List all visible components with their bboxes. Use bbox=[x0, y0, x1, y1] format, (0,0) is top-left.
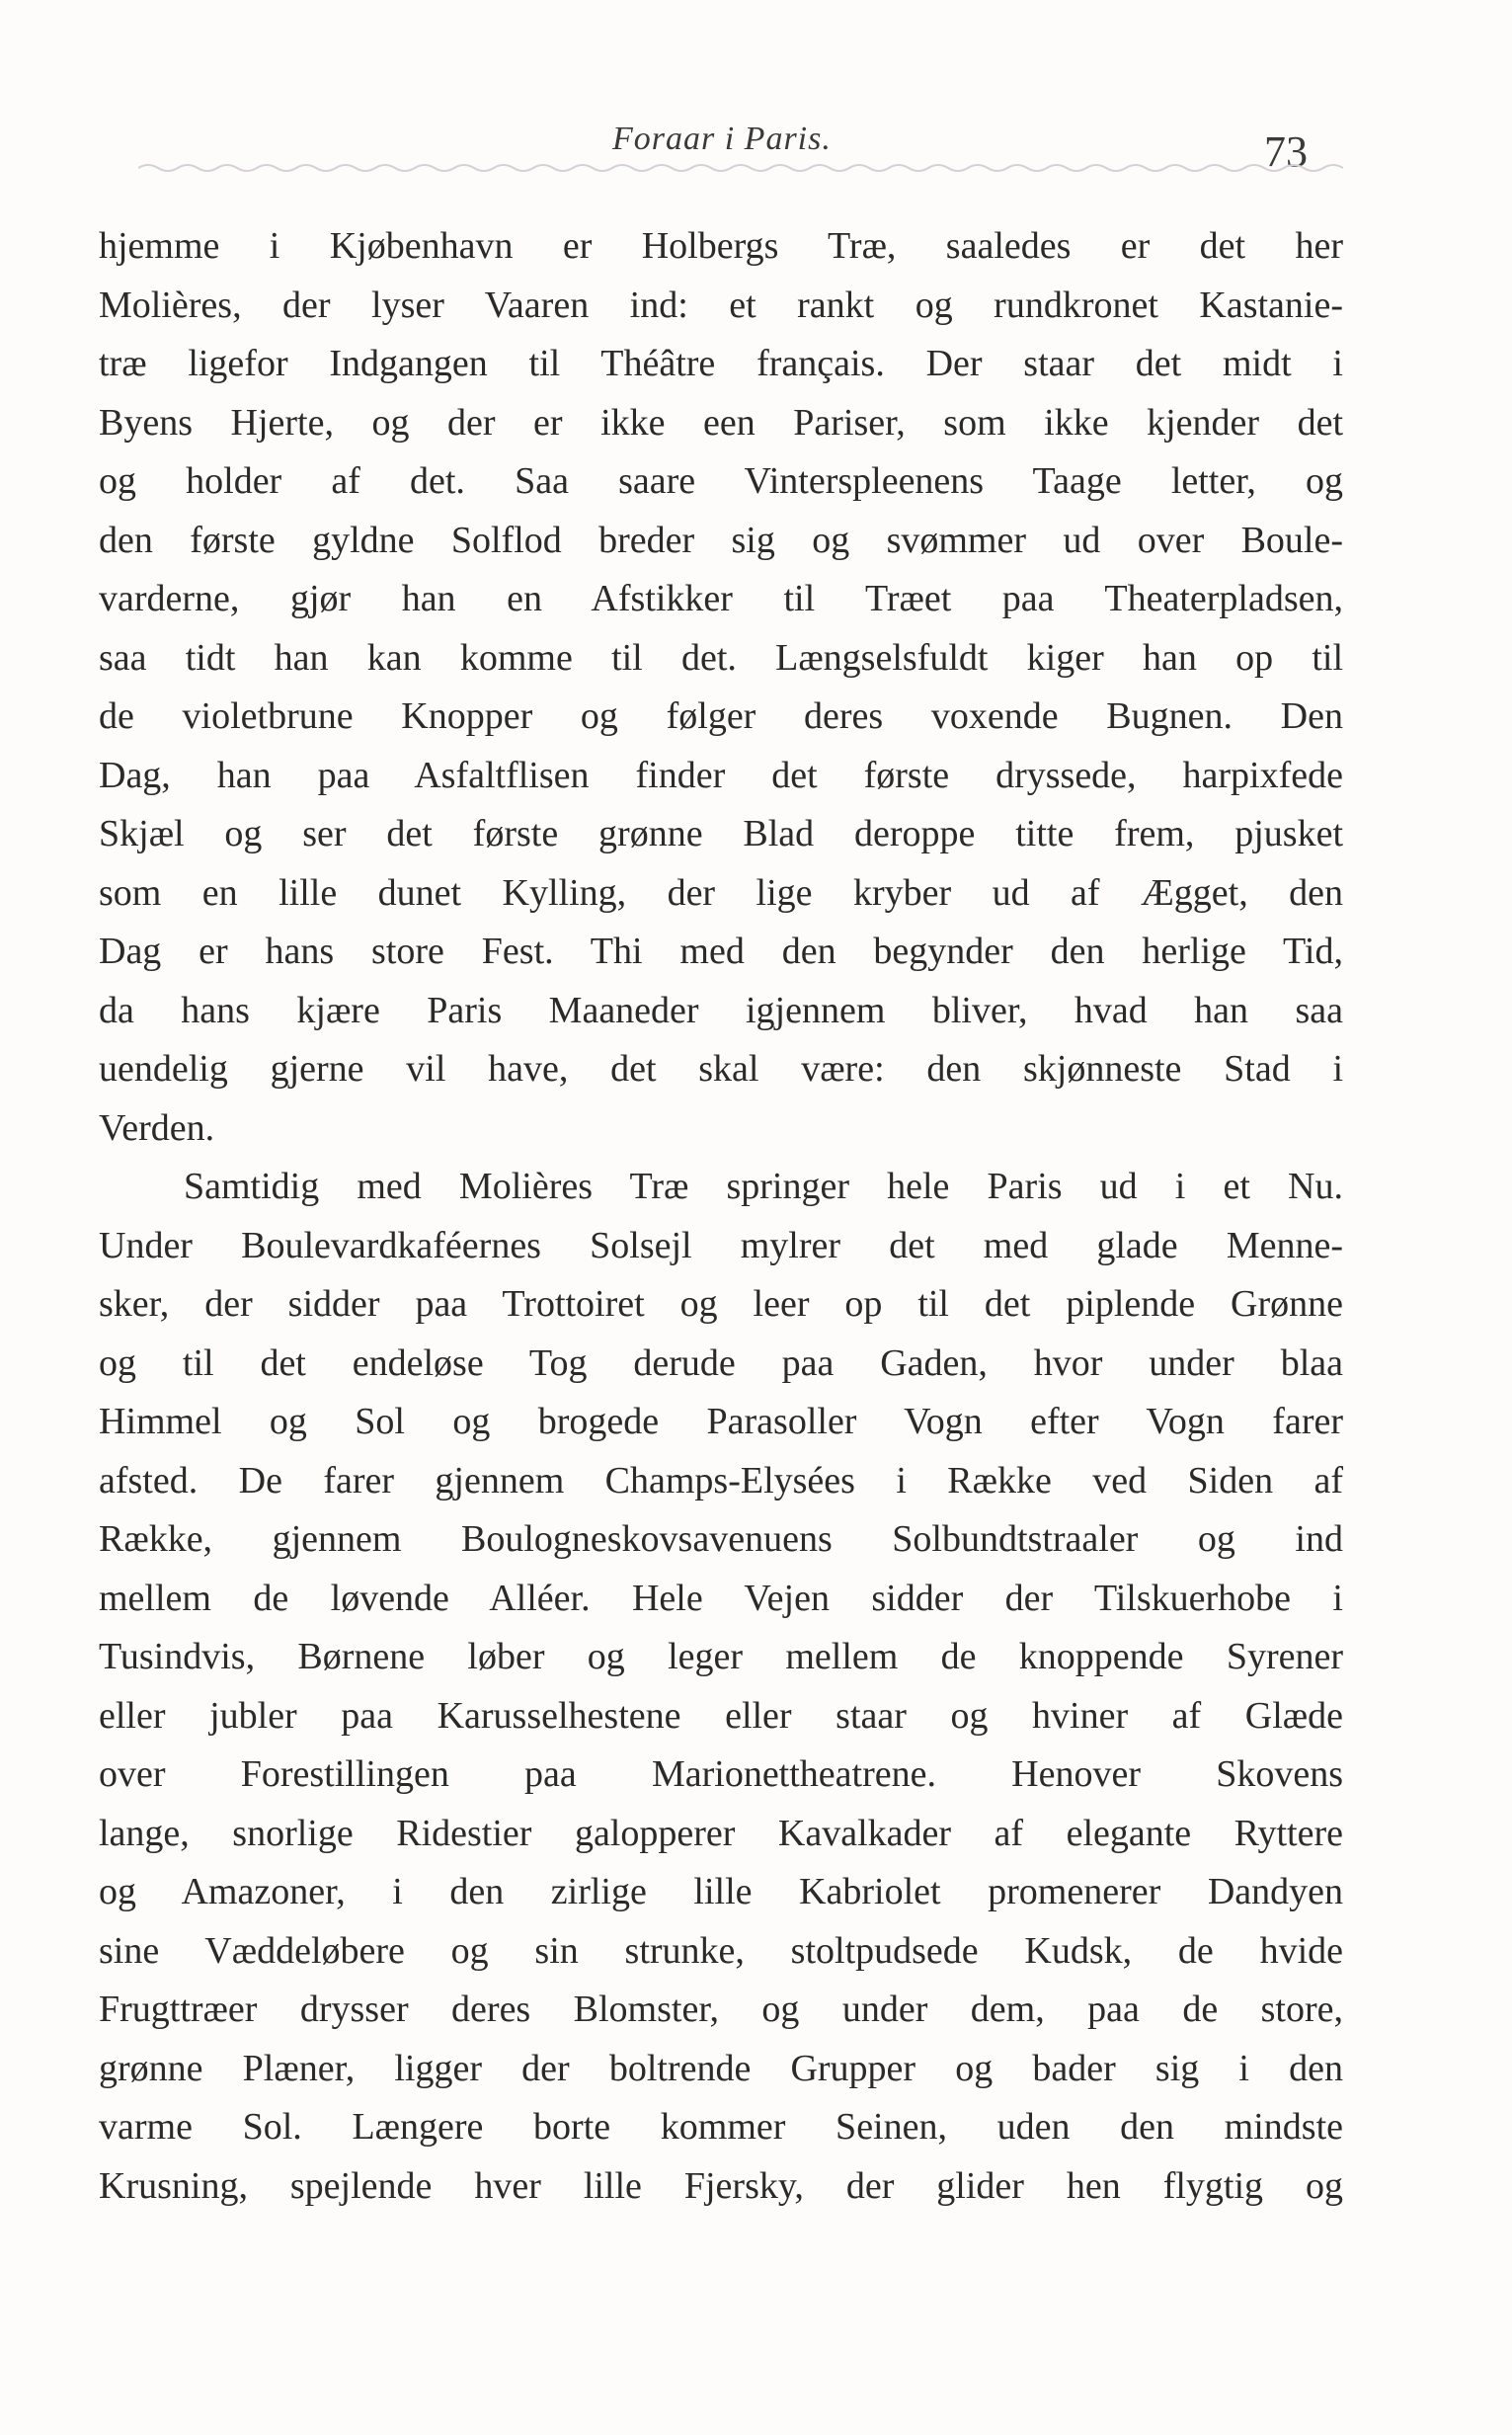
text-line: sker, der sidder paa Trottoiret og leer op til det piplende Grønne bbox=[99, 1283, 1343, 1325]
text-line: Frugttræer drysser deres Blomster, og under dem, paa de store, bbox=[99, 1989, 1343, 2030]
text-line: over Forestillingen paa Marionettheatrene. Henover Skovens bbox=[99, 1753, 1343, 1795]
text-line: og Amazoner, i den zirlige lille Kabriolet promenerer Dandyen bbox=[99, 1871, 1343, 1912]
text-line: mellem de løvende Alléer. Hele Vejen sidder der Tilskuerhobe i bbox=[99, 1577, 1343, 1619]
text-line: da hans kjære Paris Maaneder igjennem bliver, hvad han saa bbox=[99, 989, 1343, 1031]
text-line: saa tidt han kan komme til det. Længselsfuldt kiger han op til bbox=[99, 636, 1343, 679]
text-line: varme Sol. Længere borte kommer Seinen, uden den mindste bbox=[99, 2106, 1343, 2148]
text-line: Under Boulevardkaféernes Solsejl mylrer det med glade Menne- bbox=[99, 1224, 1343, 1266]
text-line: Himmel og Sol og brogede Parasoller Vogn efter Vogn farer bbox=[99, 1401, 1343, 1442]
text-line: eller jubler paa Karusselhestene eller staar og hviner af Glæde bbox=[99, 1694, 1343, 1737]
paragraph-1 bbox=[99, 217, 1343, 1158]
paragraph-2 bbox=[99, 1158, 1343, 2216]
text-line: Byens Hjerte, og der er ikke een Pariser, som ikke kjender det bbox=[99, 401, 1343, 444]
text-line: Molières, der lyser Vaaren ind: et rankt og rundkronet Kastanie- bbox=[99, 284, 1343, 326]
text-line: Tusindvis, Børnene løber og leger mellem de knoppende Syrener bbox=[99, 1636, 1343, 1677]
text-line: sine Væddeløbere og sin strunke, stoltpudsede Kudsk, de hvide bbox=[99, 1929, 1343, 1972]
running-title: Foraar i Paris. bbox=[612, 121, 832, 157]
header-rule-ornament bbox=[138, 162, 1343, 174]
text-line: og holder af det. Saa saare Vinterspleenens Taage letter, og bbox=[99, 460, 1343, 502]
text-line: lange, snorlige Ridestier galopperer Kavalkader af elegante Ryttere bbox=[99, 1812, 1343, 1854]
text-line: og til det endeløse Tog derude paa Gaden, hvor under blaa bbox=[99, 1341, 1343, 1384]
text-line: Dag er hans store Fest. Thi med den begynder den herlige Tid, bbox=[99, 931, 1343, 972]
text-line: Samtidig med Molières Træ springer hele Paris ud i et Nu. bbox=[184, 1166, 1343, 1207]
text-line: de violetbrune Knopper og følger deres voxende Bugnen. Den bbox=[99, 695, 1343, 737]
page-number: 73 bbox=[1264, 127, 1308, 176]
text-line: uendelig gjerne vil have, det skal være: den skjønneste Stad i bbox=[99, 1048, 1343, 1090]
body-text bbox=[99, 217, 1343, 2216]
text-line: grønne Plæner, ligger der boltrende Grupper og bader sig i den bbox=[99, 2047, 1343, 2089]
text-line: hjemme i Kjøbenhavn er Holbergs Træ, saaledes er det her bbox=[99, 225, 1343, 267]
text-line: som en lille dunet Kylling, der lige kryber ud af Ægget, den bbox=[99, 871, 1343, 914]
text-line: Række, gjennem Boulogneskovsavenuens Solbundtstraaler og ind bbox=[99, 1518, 1343, 1560]
text-line: Krusning, spejlende hver lille Fjersky, der glider hen flygtig og bbox=[99, 2164, 1343, 2207]
text-line: varderne, gjør han en Afstikker til Træet paa Theaterpladsen, bbox=[99, 578, 1343, 619]
text-line: træ ligefor Indgangen til Théâtre français. Der staar det midt i bbox=[99, 343, 1343, 384]
text-line: Verden. bbox=[99, 1106, 215, 1149]
text-line: Dag, han paa Asfaltflisen finder det første dryssede, harpixfede bbox=[99, 754, 1343, 796]
text-line: den første gyldne Solflod breder sig og svømmer ud over Boule- bbox=[99, 519, 1343, 561]
running-head bbox=[0, 111, 1512, 176]
text-line: Skjæl og ser det første grønne Blad deroppe titte frem, pjusket bbox=[99, 813, 1343, 854]
text-line: afsted. De farer gjennem Champs-Elysées i Række ved Siden af bbox=[99, 1459, 1343, 1502]
